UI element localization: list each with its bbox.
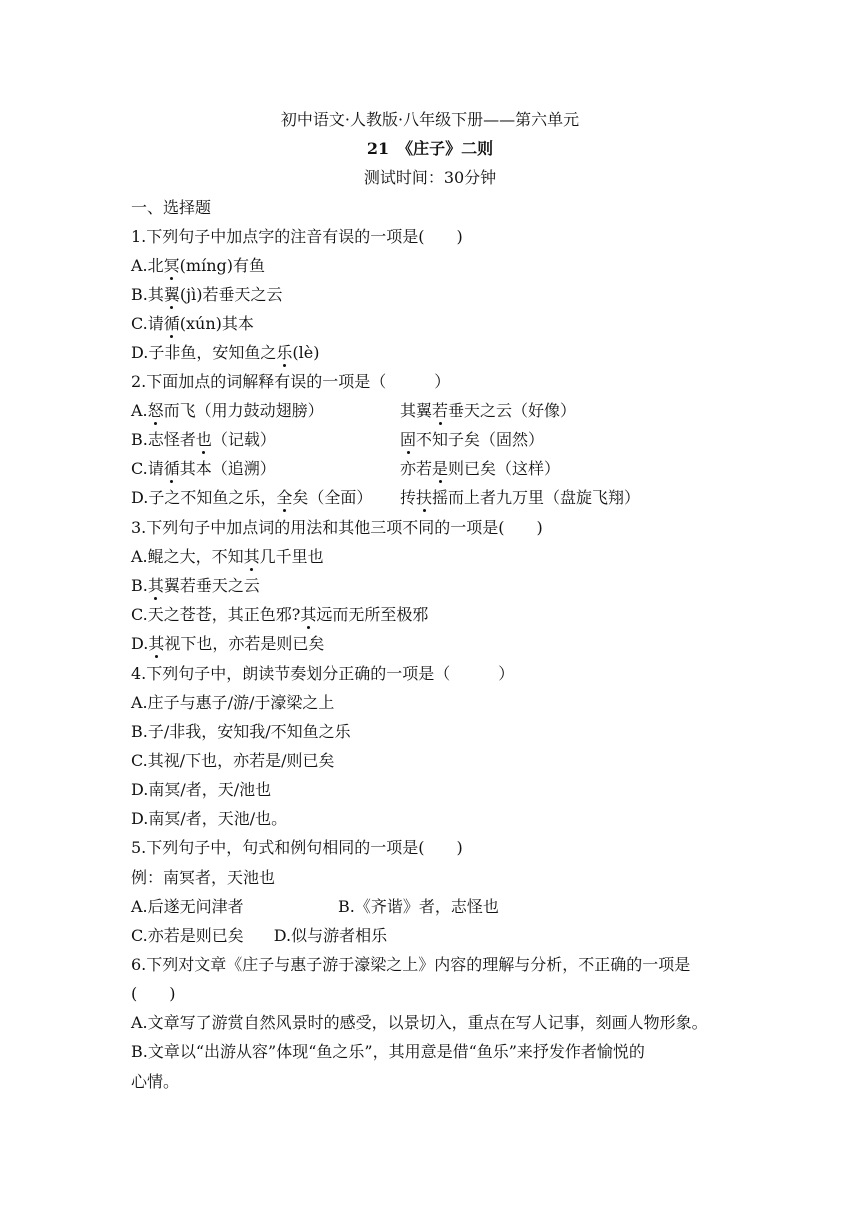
- question-6-option-a: A.文章写了游赏自然风景时的感受，以景切入，重点在写人记事，刻画人物形象。: [131, 1013, 708, 1032]
- question-5-option-d: D.似与游者相乐: [273, 926, 388, 945]
- dotted-char: 固: [400, 430, 417, 449]
- question-4-option-c: C.其视/下也，亦若是/则已矣: [131, 751, 335, 770]
- question-1-option-a: A.北冥(míng)有鱼: [131, 256, 265, 275]
- question-2-option-c: C.请循其本（追溯） 亦若是则已矣（这样）: [131, 459, 561, 478]
- question-5-option-a: A.后遂无问津者: [131, 897, 244, 916]
- dotted-char: 其: [148, 634, 165, 653]
- question-6-option-b: B.文章以“出游从容”体现“鱼之乐”，其用意是借“鱼乐”来抒发作者愉悦的: [131, 1042, 645, 1061]
- question-4-option-d-alt: D.南冥/者，天池/也。: [131, 809, 288, 828]
- question-2-stem: 2.下面加点的词解释有误的一项是（ ）: [131, 372, 451, 391]
- question-1-option-c: C.请循(xún)其本: [131, 314, 254, 333]
- question-5-row-2: [131, 926, 387, 946]
- question-1-option-d: D.子非鱼，安知鱼之乐(lè): [131, 343, 320, 362]
- lesson-title: 21 《庄子》二则: [366, 139, 494, 158]
- question-2-option-a: A.怒而飞（用力鼓动翅膀） 其翼若垂天之云（好像）: [131, 401, 577, 420]
- question-1-stem: 1.下列句子中加点字的注音有误的一项是( ): [131, 227, 463, 246]
- question-3-stem: 3.下列句子中加点词的用法和其他三项不同的一项是( ): [131, 518, 543, 537]
- dotted-char: 其: [147, 576, 164, 595]
- dotted-char: 也: [195, 430, 212, 449]
- question-2-option-d: D.子之不知鱼之乐，全矣（全面） 抟扶摇而上者九万里（盘旋飞翔）: [131, 488, 641, 507]
- question-4-option-a: A.庄子与惠子/游/于濠梁之上: [131, 693, 335, 712]
- question-3-option-d: D.其视下也，亦若是则已矣: [131, 634, 325, 653]
- question-4-stem: 4.下列句子中，朗读节奏划分正确的一项是（ ）: [131, 664, 515, 683]
- question-5-stem: 5.下列句子中，句式和例句相同的一项是( ): [131, 838, 463, 857]
- question-1-option-b: B.其翼(jì)若垂天之云: [131, 285, 283, 304]
- dotted-char: 若: [432, 401, 449, 420]
- dotted-char: 全: [276, 488, 293, 507]
- question-5-example: 例：南冥者，天池也: [131, 868, 276, 887]
- dotted-char: 怒: [147, 401, 164, 420]
- section-heading: 一、选择题: [131, 198, 212, 217]
- question-3-option-b: B.其翼若垂天之云: [131, 576, 260, 595]
- question-6-stem: 6.下列对文章《庄子与惠子游于濠梁之上》内容的理解与分析，不正确的一项是: [131, 955, 691, 974]
- dotted-char: 循: [163, 459, 180, 478]
- dotted-char: 其: [243, 547, 260, 566]
- document-title: 初中语文·人教版·八年级下册——第六单元: [280, 110, 580, 129]
- test-time: 测试时间：30分钟: [363, 168, 497, 187]
- question-4-option-d: D.南冥/者，天/池也: [131, 780, 272, 799]
- question-6-option-b-cont: 心情。: [131, 1072, 180, 1091]
- dotted-char: 乐: [276, 343, 293, 362]
- question-5-option-b: B.《齐谐》者，志怪也: [338, 897, 499, 916]
- dotted-char: 循: [163, 314, 180, 333]
- question-3-option-a: A.鲲之大，不知其几千里也: [131, 547, 324, 566]
- dotted-char: 其: [300, 605, 317, 624]
- dotted-char: 翼: [163, 285, 180, 304]
- question-6-stem-bracket: ( ): [131, 984, 176, 1003]
- dotted-char: 是: [432, 459, 449, 478]
- dotted-char: 扶: [416, 488, 433, 507]
- question-5-option-c: C.亦若是则已矣: [131, 926, 244, 945]
- question-5-row-1: [131, 897, 751, 917]
- question-3-option-c: C.天之苍苍，其正色邪?其远而无所至极邪: [131, 605, 429, 624]
- question-4-option-b: B.子/非我，安知我/不知鱼之乐: [131, 722, 351, 741]
- dotted-char: 冥: [163, 256, 180, 275]
- question-2-option-b: B.志怪者也（记载） 固不知子矣（固然）: [131, 430, 545, 449]
